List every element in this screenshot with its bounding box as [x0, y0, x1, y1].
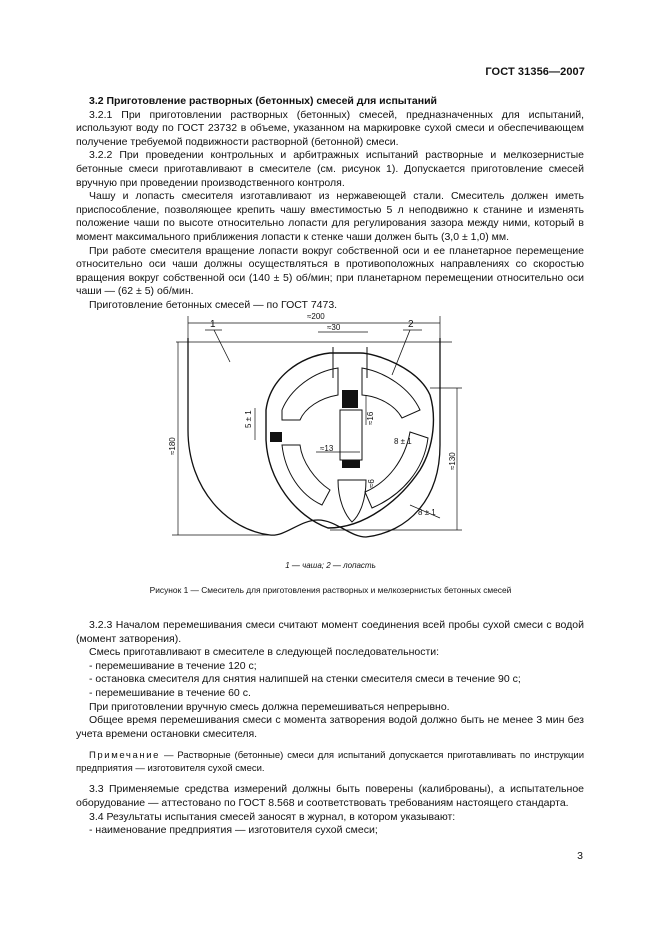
paddle-center [340, 410, 362, 460]
callout2-leader [392, 330, 410, 375]
dim-5-label: 5 ± 1 [244, 410, 253, 428]
page-number: 3 [577, 850, 583, 862]
note [76, 749, 584, 775]
figure-caption: Рисунок 1 — Смеситель для приготовления растворных и мелкозернистых бетонных смесей [149, 585, 512, 595]
dim-width-label: ≈200 [307, 312, 325, 321]
standard-number: ГОСТ 31356—2007 [485, 66, 585, 78]
list-item: - наименование предприятия — изготовителя сухой смеси; [89, 824, 378, 837]
paragraph: Общее время перемешивания смеси с момента затворения водой должно быть не менее 3 мин без учета времени остановки смесителя. [76, 714, 584, 740]
paddle-inner-2 [362, 368, 420, 418]
list-item: - остановка смесителя для снятия налипшей на стенки смесителя смеси в течение 90 с; [89, 673, 521, 686]
list-item: - перемешивание в течение 120 с; [89, 659, 257, 672]
dim-16-label: ≈16 [366, 411, 375, 425]
paddle-side-block [270, 432, 282, 442]
paragraph: При работе смесителя вращение лопасти вокруг собственной оси и ее планетарное перемещение относительно оси чаши должны осуществляться в противоположных направлениях со скоростью вращения вокруг собственной оси (140 ± 5) об/мин; при планетарном перемещении относительно оси чаши — (62 ± 5) об/мин. [76, 244, 584, 298]
figure-legend: 1 — чаша; 2 — лопасть [285, 561, 376, 570]
paddle-hub-top [342, 390, 358, 408]
paragraph: При приготовлении вручную смесь должна перемешиваться непрерывно. [89, 700, 450, 713]
dim-8a-label: 8 ± 1 [394, 437, 412, 446]
paragraph: Приготовление бетонных смесей — по ГОСТ 7473. [89, 298, 338, 311]
paragraph: 3.3 Применяемые средства измерений должны быть поверены (калиброваны), а испытательное оборудование — аттестовано по ГОСТ 8.568 и соответствовать требованиям настоящего стандарта. [76, 783, 584, 809]
paddle-inner-3 [282, 445, 330, 505]
paddle-inner-5 [338, 480, 366, 522]
list-item: - перемешивание в течение 60 с. [89, 686, 251, 699]
callout-1-label: 1 [210, 319, 216, 330]
paragraph: 3.2.2 При проведении контрольных и арбитражных испытаний растворные и мелкозернистые бетонные смеси приготавливают в смесителе (см. рисунок 1). Допускается приготовление смесей вручную при проведении производственного контроля. [76, 149, 584, 189]
paragraph: 3.2.1 При приготовлении растворных (бетонных) смесей, предназначенных для испытаний, используют воду по ГОСТ 23732 в объеме, указанном на маркировке сухой смеси и обеспечивающем получение требуемой подвижности растворной (бетонной) смеси. [76, 108, 584, 148]
callout-2-label: 2 [408, 319, 414, 330]
note-label: Примечание [89, 750, 160, 762]
dim-6-label: ≈6 [367, 479, 376, 488]
paragraph: 3.2.3 Началом перемешивания смеси считают момент соединения всей пробы сухой смеси с водой (момент затворения). [76, 619, 584, 645]
section-heading: 3.2 Приготовление растворных (бетонных) смесей для испытаний [89, 95, 438, 107]
dim-13-label: ≈13 [320, 444, 334, 453]
callout1-leader [214, 330, 230, 362]
paragraph: Смесь приготавливают в смесителе в следующей последовательности: [89, 646, 440, 659]
dim-right-label: ≈130 [448, 452, 457, 470]
section-3-2-3 [76, 619, 584, 838]
note-text: — Растворные (бетонные) смеси для испытаний допускается приготавливать по инструкции предприятия — изготовителя сухой смеси. [76, 750, 585, 775]
dim-top-label: ≈30 [327, 323, 341, 332]
paddle-low-block [342, 460, 360, 468]
paragraph: Чашу и лопасть смесителя изготавливают из нержавеющей стали. Смеситель должен иметь приспособление, позволяющее крепить чашу вместимостью 5 л неподвижно к станине и изменять положение чаши по высоте относительно лопасти для регулирования зазора между ними, который в момент максимального приближения лопасти к стенке чаши должен быть (3,0 ± 1,0) мм. [76, 190, 584, 243]
paddle-inner-1 [282, 368, 338, 420]
dim-height-label: ≈180 [168, 437, 177, 455]
dim-8b-label: 8 ± 1 [418, 508, 436, 517]
paragraph: 3.4 Результаты испытания смесей заносят в журнал, в котором указывают: [89, 810, 456, 823]
